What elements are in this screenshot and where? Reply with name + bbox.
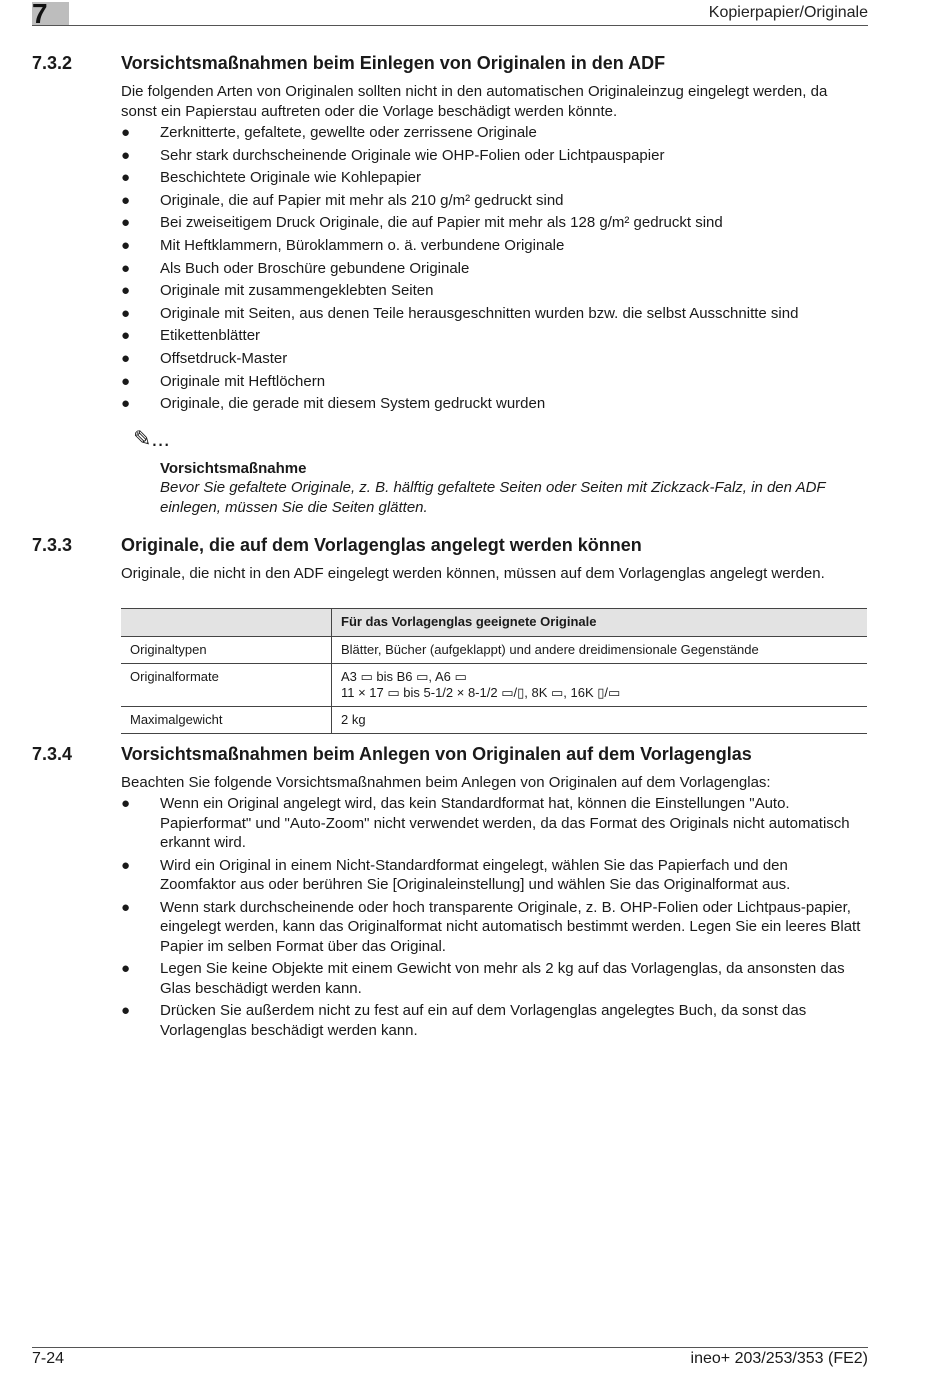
list-item: ● Wird ein Original in einem Nicht-Standardformat eingelegt, wählen Sie das Papierfach und den Zoomfaktor aus oder berühren Sie [Originaleinstellung] und wählen Sie das Originalformat aus. (121, 856, 791, 893)
bullet-icon: ● (121, 282, 131, 300)
bullet-icon: ● (121, 898, 131, 916)
model-name: ineo+ 203/253/353 (FE2) (690, 1350, 868, 1367)
list-item: ● Beschichtete Originale wie Kohlepapier (121, 169, 421, 187)
bullet-icon: ● (121, 349, 131, 367)
section-title-734: Vorsichtsmaßnahmen beim Anlegen von Originalen auf dem Vorlagenglas (121, 744, 752, 764)
list-item: ● Originale mit Seiten, aus denen Teile herausgeschnitten wurden bzw. die selbst Ausschnitte sind (121, 304, 799, 322)
table-row (121, 707, 867, 734)
pencil-note-icon: ✎... (133, 426, 170, 451)
chapter-number: 7 (32, 0, 48, 29)
row-label: Maximalgewicht (121, 707, 332, 734)
list-item: ● Zerknitterte, gefaltete, gewellte oder zerrissene Originale (121, 124, 537, 141)
list-item: ● Wenn stark durchscheinende oder hoch transparente Originale, z. B. OHP-Folien oder Lichtpaus-papier, eingelegt werden, kann das Originalformat nicht automatisch bestimmt werden. Legen Sie ein leeres Blatt Papier im selben Format über das Original. (121, 898, 861, 955)
table-row (121, 637, 867, 664)
bullet-icon: ● (121, 856, 131, 874)
bullet-icon: ● (121, 960, 131, 977)
section-title-733: Originale, die auf dem Vorlagenglas angelegt werden können (121, 535, 642, 555)
list-item: ● Mit Heftklammern, Büroklammern o. ä. verbundene Originale (121, 236, 565, 254)
note-text: Bevor Sie gefaltete Originale, z. B. hälftig gefaltete Seiten oder Seiten mit Zickzack-Falz, in den ADF einlegen, müssen Sie die Seiten glätten. (160, 479, 826, 516)
bullet-icon: ● (121, 395, 131, 413)
list-item: ● Sehr stark durchscheinende Originale wie OHP-Folien oder Lichtpauspapier (121, 146, 665, 164)
list-item: ● Originale, die auf Papier mit mehr als 210 g/m² gedruckt sind (121, 191, 564, 209)
row-value: Blätter, Bücher (aufgeklappt) und andere dreidimensionale Gegenstände (332, 637, 868, 664)
row-value (332, 664, 868, 707)
bullet-icon: ● (121, 1002, 131, 1019)
row-value: 2 kg (332, 707, 868, 734)
table-row (121, 664, 867, 707)
note-title: Vorsichtsmaßnahme (160, 460, 307, 477)
list-item: ● Als Buch oder Broschüre gebundene Originale (121, 259, 470, 277)
format-line-inch: 11 × 17 ▭ bis 5-1/2 × 8-1/2 ▭/▯, 8K ▭, 16K ▯/▭ (341, 685, 621, 700)
table-header-cell: Für das Vorlagenglas geeignete Originale (332, 609, 868, 637)
list-item: ● Legen Sie keine Objekte mit einem Gewicht von mehr als 2 kg auf das Vorlagenglas, da ansonsten das Glas beschädigt werden kann. (121, 960, 845, 997)
bullet-icon: ● (121, 214, 131, 232)
list-item: ● Originale mit Heftlöchern (121, 372, 326, 390)
section-intro-734: Beachten Sie folgende Vorsichtsmaßnahmen beim Anlegen von Originalen auf dem Vorlagenglas: (121, 774, 771, 791)
original-spec-table (121, 608, 867, 734)
bullet-icon: ● (121, 795, 131, 812)
bullet-icon: ● (121, 191, 131, 209)
list-item: ● Bei zweiseitigem Druck Originale, die auf Papier mit mehr als 128 g/m² gedruckt sind (121, 214, 723, 232)
list-item: ● Originale, die gerade mit diesem System gedruckt wurden (121, 395, 546, 413)
row-label: Originalformate (121, 664, 332, 707)
section-intro-733: Originale, die nicht in den ADF eingelegt werden können, müssen auf dem Vorlagenglas angelegt werden. (121, 565, 825, 582)
bullet-icon: ● (121, 372, 131, 390)
footer-rule (32, 1347, 868, 1348)
bullet-icon: ● (121, 236, 131, 254)
header-rule (32, 25, 868, 26)
table-header-cell (121, 609, 332, 637)
bullet-icon: ● (121, 304, 131, 322)
list-item: ● Offsetdruck-Master (121, 349, 288, 367)
list-item: ● Drücken Sie außerdem nicht zu fest auf ein auf dem Vorlagenglas angelegtes Buch, da sonst das Vorlagenglas beschädigt werden kann. (121, 1002, 807, 1039)
table-header-row (121, 609, 867, 637)
bullet-icon: ● (121, 169, 131, 187)
list-item: ● Wenn ein Original angelegt wird, das kein Standardformat hat, können die Einstellungen "Auto. Papierformat" und "Auto-Zoom" nicht verwendet werden, da das Format des Originals nicht automatisch erkannt wird. (121, 795, 850, 851)
running-header-title: Kopierpapier/Originale (708, 4, 868, 21)
section-number-732: 7.3.2 (32, 53, 73, 73)
glass-precautions-list (121, 794, 866, 1043)
section-number-733: 7.3.3 (32, 535, 73, 555)
row-label: Originaltypen (121, 637, 332, 664)
section-number-734: 7.3.4 (32, 744, 73, 764)
page-number: 7-24 (32, 1350, 65, 1367)
bullet-icon: ● (121, 146, 131, 164)
list-item: ● Etikettenblätter (121, 327, 261, 345)
format-line-metric: A3 ▭ bis B6 ▭, A6 ▭ (341, 669, 467, 684)
list-item: ● Originale mit zusammengeklebten Seiten (121, 282, 434, 300)
section-title-732: Vorsichtsmaßnahmen beim Einlegen von Originalen in den ADF (121, 53, 666, 73)
section-intro-732: Die folgenden Arten von Originalen sollten nicht in den automatischen Originaleinzug eingelegt werden, da sonst ein Papierstau auftreten oder die Vorlage beschädigt werden könnte. (121, 83, 828, 120)
bullet-icon: ● (121, 327, 131, 345)
bullet-icon: ● (121, 124, 131, 141)
adf-exclusion-list (121, 123, 866, 417)
bullet-icon: ● (121, 259, 131, 277)
